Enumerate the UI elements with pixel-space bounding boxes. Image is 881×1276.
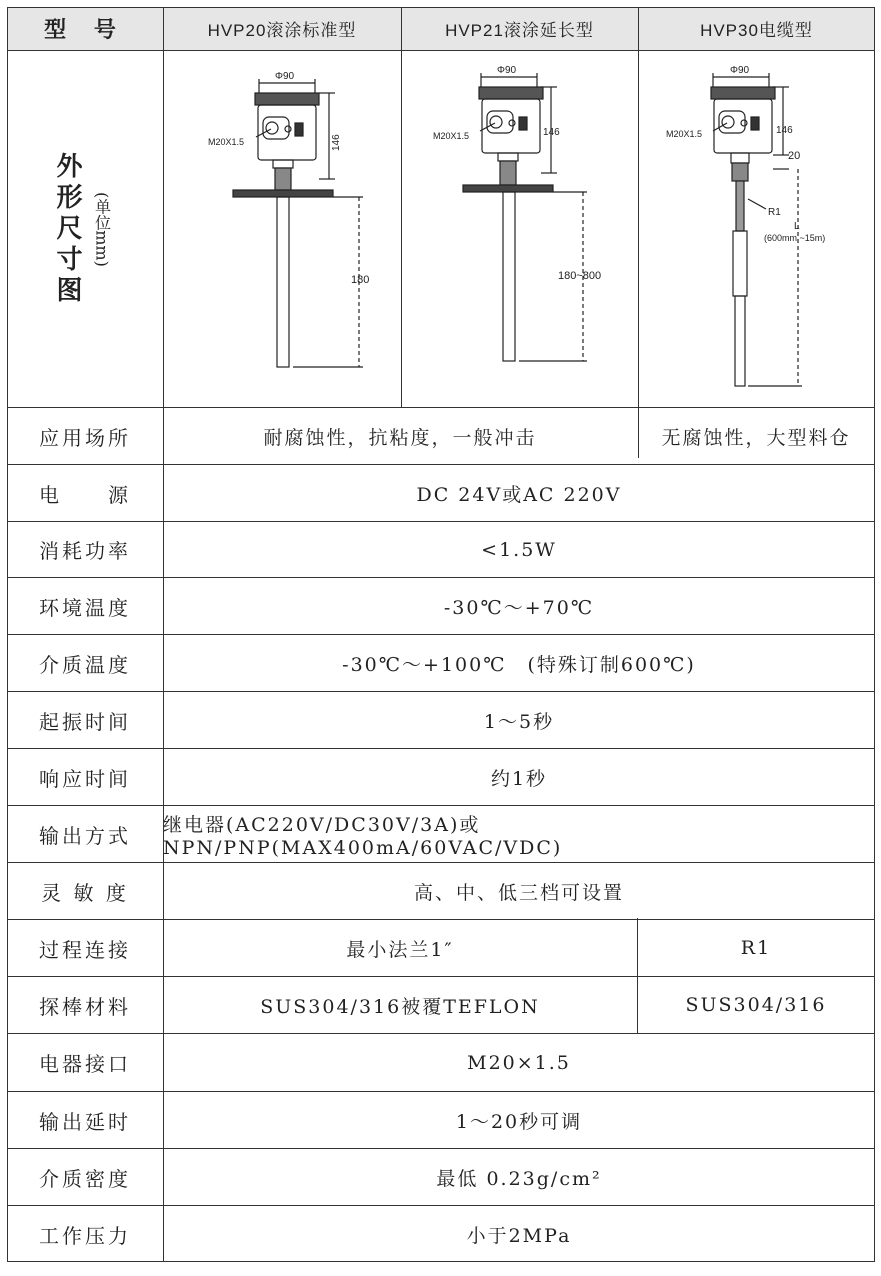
spec-label: 过程连接 [39, 937, 131, 962]
model-header-hvp20 [163, 7, 401, 50]
column-divider [638, 7, 639, 458]
spec-value-cell [637, 408, 875, 464]
head-height-label: 146 [776, 124, 793, 136]
spec-row [7, 806, 875, 863]
dimension-unit: (单位mm) [92, 191, 112, 267]
column-divider [637, 918, 638, 1033]
spec-label-cell [7, 635, 163, 691]
drawing-hvp20 [163, 51, 401, 407]
header-row [7, 7, 875, 51]
spec-label-cell [7, 863, 163, 919]
probe-length-label: 180~800 [558, 269, 602, 282]
spec-row [7, 692, 875, 749]
phi-label: Φ90 [730, 64, 750, 76]
spec-label-cell [7, 578, 163, 634]
model-name: HVP20滚涂标准型 [207, 21, 357, 40]
spec-value: 耐腐蚀性，抗粘度，一般冲击 [263, 426, 537, 449]
phi-label: Φ90 [275, 70, 295, 82]
spec-value-cell [637, 920, 875, 976]
spec-row [7, 749, 875, 806]
spec-label: 输出延时 [39, 1109, 131, 1134]
spec-value-cell [163, 806, 875, 862]
spec-label: 电器接口 [39, 1052, 131, 1076]
spec-value-cell [163, 863, 875, 919]
thread-label: M20X1.5 [666, 128, 703, 139]
spec-row [7, 635, 875, 692]
thread-label: M20X1.5 [433, 130, 470, 141]
head-height-label: 146 [331, 133, 342, 151]
column-divider [401, 7, 402, 408]
head-height-label: 146 [543, 126, 560, 138]
probe-length-label: 180 [351, 273, 370, 286]
hvp30-drawing-svg [638, 51, 875, 408]
model-header-hvp30 [638, 7, 875, 50]
label-column-divider [163, 7, 164, 1262]
spec-label: 环境温度 [39, 595, 131, 620]
spec-label: 灵 敏 度 [41, 880, 129, 905]
spec-row [7, 863, 875, 920]
spec-value: -30℃～+70℃ [443, 596, 595, 619]
spec-label-cell [7, 1034, 163, 1091]
spec-label-cell [7, 1149, 163, 1205]
spec-label-cell [7, 692, 163, 748]
spec-label-cell [7, 977, 163, 1033]
spec-label-cell [7, 408, 163, 464]
spec-value-cell [163, 578, 875, 634]
spec-value-cell [163, 1206, 875, 1262]
spec-value-cell [163, 749, 875, 805]
spec-label: 响应时间 [39, 766, 131, 791]
spec-value: SUS304/316被覆TEFLON [260, 995, 540, 1018]
spec-label: 介质密度 [39, 1166, 131, 1191]
spec-value: 小于2MPa [466, 1224, 572, 1247]
spec-value: DC 24V或AC 220V [416, 483, 622, 506]
spec-label: 消耗功率 [39, 539, 131, 563]
phi-label: Φ90 [497, 64, 517, 76]
spec-value: <1.5W [481, 538, 557, 561]
spec-value: 最低 0.23g/cm² [436, 1167, 602, 1190]
spec-value-cell [163, 522, 875, 577]
spec-table [7, 7, 875, 1262]
cable-range-label: (600mm ~15m) [764, 232, 826, 243]
spec-value-cell [163, 977, 637, 1033]
spec-label: 探棒材料 [39, 994, 131, 1019]
spec-label-cell [7, 749, 163, 805]
spec-value-cell [163, 1034, 875, 1091]
model-name: HVP21滚涂延长型 [445, 21, 594, 40]
spec-row [7, 465, 875, 522]
spec-value-cell [163, 920, 637, 976]
spec-row [7, 578, 875, 635]
spec-label: 工作压力 [39, 1223, 131, 1248]
spec-value-cell [163, 465, 875, 521]
spec-label-cell [7, 806, 163, 862]
spec-row [7, 1034, 875, 1092]
spec-value: 约1秒 [490, 767, 548, 790]
spec-value: R1 [740, 937, 772, 959]
neck-label: 20 [788, 149, 801, 162]
spec-value: 最小法兰1″ [346, 938, 454, 961]
hvp21-drawing-svg [401, 51, 638, 408]
model-name: HVP30电缆型 [700, 21, 813, 40]
drawing-hvp30 [638, 51, 875, 407]
spec-label: 输出方式 [39, 823, 131, 848]
type-label: 型 号 [44, 18, 126, 43]
spec-row [7, 1149, 875, 1206]
spec-value: SUS304/316 [685, 994, 827, 1016]
dimension-label-cell [7, 51, 163, 407]
spec-row [7, 977, 875, 1034]
spec-value: 1～5秒 [483, 710, 555, 733]
dimension-label: 外 形 尺 寸 图 [56, 151, 83, 306]
spec-value: M20×1.5 [467, 1051, 571, 1074]
spec-row [7, 522, 875, 578]
spec-value: 无腐蚀性，大型料仓 [661, 426, 851, 449]
dimension-row [7, 51, 875, 408]
spec-label-cell [7, 1092, 163, 1148]
spec-row [7, 920, 875, 977]
spec-label: 介质温度 [39, 652, 131, 677]
model-header-hvp21 [401, 7, 638, 50]
spec-value-cell [163, 408, 637, 464]
cable-label: L [794, 220, 800, 232]
spec-row [7, 1092, 875, 1149]
spec-value-cell [163, 692, 875, 748]
spec-value-cell [163, 1092, 875, 1148]
spec-value: 高、中、低三档可设置 [413, 881, 624, 904]
drawing-hvp21 [401, 51, 638, 407]
spec-label: 应用场所 [39, 425, 131, 450]
spec-label-cell [7, 522, 163, 577]
spec-label-cell [7, 1206, 163, 1262]
spec-row [7, 408, 875, 465]
spec-value-cell [637, 977, 875, 1033]
spec-row [7, 1206, 875, 1262]
type-header [7, 7, 163, 50]
spec-label: 起振时间 [39, 709, 131, 734]
spec-value: -30℃～+100℃ (特殊订制600℃) [342, 653, 696, 676]
hvp20-drawing-svg [163, 51, 401, 408]
spec-label-cell [7, 465, 163, 521]
spec-label-cell [7, 920, 163, 976]
spec-value-cell [163, 635, 875, 691]
spec-label: 电 源 [39, 482, 131, 507]
spec-value: 继电器(AC220V/DC30V/3A)或NPN/PNP(MAX400mA/60VAC/VDC) [163, 813, 563, 859]
connection-label: R1 [768, 206, 781, 218]
spec-value-cell [163, 1149, 875, 1205]
thread-label: M20X1.5 [208, 136, 245, 147]
spec-value: 1～20秒可调 [455, 1110, 583, 1133]
